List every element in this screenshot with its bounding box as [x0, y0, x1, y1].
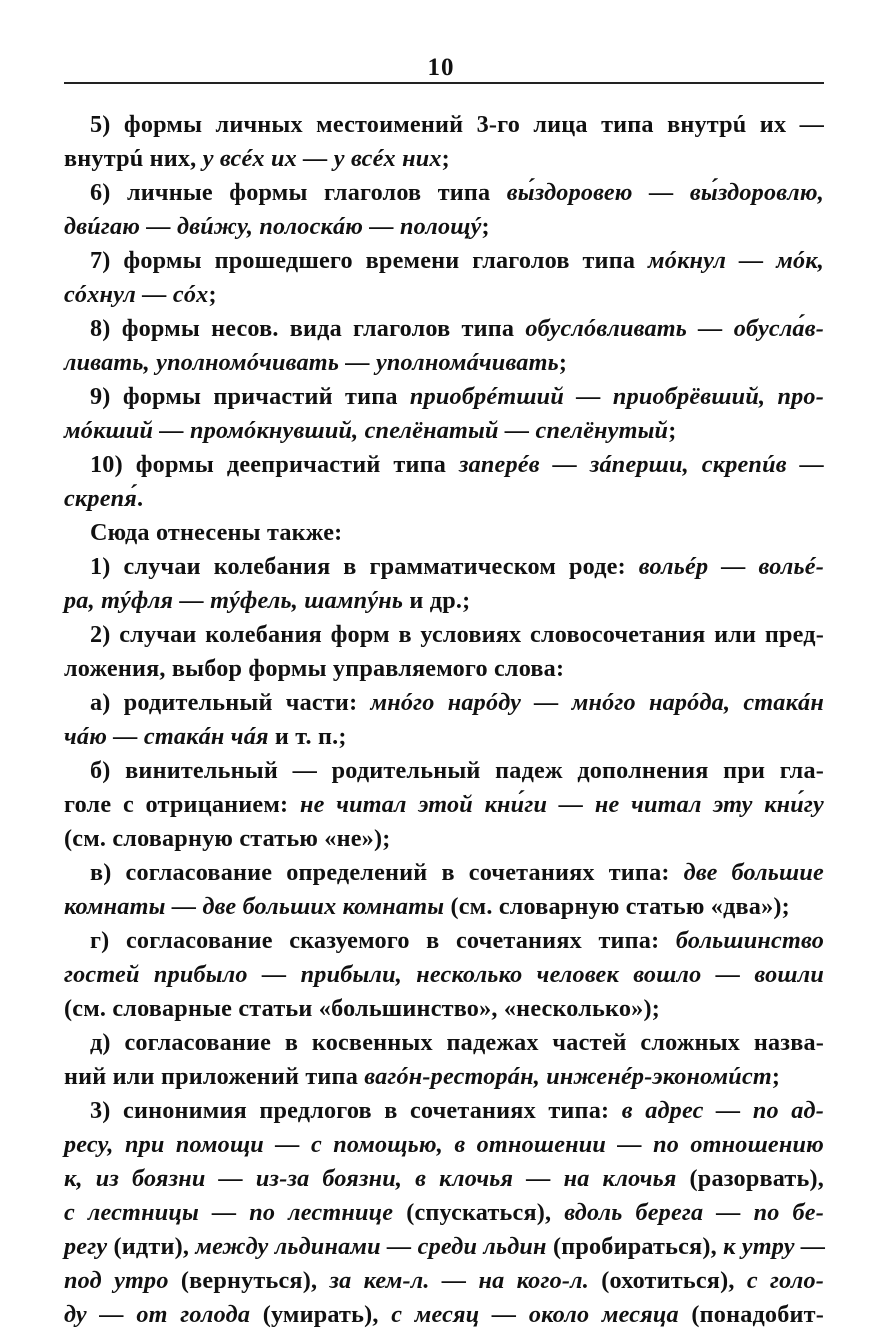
text-segment: внутрú них, — [64, 145, 203, 172]
italic-example: большинство — [675, 927, 824, 954]
text-line — [64, 686, 824, 720]
text-segment: д) согласование в косвенных падежах частей сложных назва- — [90, 1029, 824, 1056]
text-line — [64, 278, 824, 312]
italic-example: ра, тýфля — тýфель, шампýнь — [64, 587, 404, 614]
italic-example: к утру — — [723, 1233, 826, 1260]
italic-example: вагóн-ресторáн, инженéр-экономúст — [364, 1063, 772, 1090]
text-segment: (умирать), — [250, 1301, 392, 1328]
text-segment: 1) случаи колебания в грамматическом роде: — [90, 553, 639, 580]
italic-example: ду — от голода — [64, 1301, 251, 1328]
text-segment: и т. п.; — [268, 723, 347, 750]
text-line — [64, 788, 824, 822]
text-segment: . — [136, 485, 144, 512]
italic-example: ресу, при помощи — с помощью, в отношении — по отношению — [64, 1131, 824, 1158]
italic-example: не читал этой кни́ги — не читал эту кни́гу — [299, 791, 824, 818]
italic-example: с лестницы — по лестнице — [64, 1199, 394, 1226]
italic-example: вдоль берега — по бе- — [564, 1199, 824, 1226]
italic-example: сóхнул — сóх — [64, 281, 209, 308]
text-line — [64, 448, 824, 482]
text-line — [64, 516, 824, 550]
italic-example: под утро — [64, 1267, 169, 1294]
page-content — [64, 108, 824, 1332]
italic-example: скрепя́ — [64, 485, 137, 512]
text-line — [64, 482, 824, 516]
text-segment: в) согласование определений в сочетаниях типа: — [90, 859, 684, 886]
italic-example: заперéв — зáперши, скрепúв — — [458, 451, 825, 478]
text-segment: ; — [558, 349, 568, 376]
text-segment: (вернуться), — [168, 1267, 330, 1294]
text-line — [64, 1196, 824, 1230]
italic-example: регу — [64, 1233, 108, 1260]
text-line — [64, 1162, 824, 1196]
text-line — [64, 1094, 824, 1128]
text-segment: ; — [208, 281, 217, 308]
italic-example: с месяц — около месяца — [391, 1301, 679, 1328]
italic-example: в адрес — по ад- — [621, 1097, 825, 1124]
text-segment: 3) синонимия предлогов в сочетаниях типа: — [90, 1097, 622, 1124]
text-segment: 5) формы личных местоимений 3-го лица типа внутрú их — — [90, 111, 824, 138]
text-line — [64, 958, 824, 992]
text-line — [64, 1264, 824, 1298]
text-segment: (см. словарные статьи «большинство», «несколько»); — [64, 995, 660, 1022]
text-line — [64, 992, 824, 1026]
text-line — [64, 822, 824, 856]
italic-example: ливать, уполномóчивать — уполномáчивать — [64, 349, 559, 376]
text-segment: (понадобит- — [678, 1301, 824, 1328]
text-segment: 6) личные формы глаголов типа — [90, 179, 507, 206]
italic-example: мóкший — промóкнувший, спелёнатый — спелёнутый — [64, 417, 669, 444]
text-line — [64, 312, 824, 346]
italic-example: двúгаю — двúжу, полоскáю — полощý — [64, 213, 482, 240]
text-segment: (см. словарную статью «не»); — [64, 825, 391, 852]
text-line — [64, 380, 824, 414]
text-segment: б) винительный — родительный падеж дополнения при гла- — [90, 757, 824, 784]
text-segment: 8) формы несов. вида глаголов типа — [90, 315, 526, 342]
text-segment: (спускаться), — [393, 1199, 565, 1226]
text-segment: г) согласование сказуемого в сочетаниях типа: — [90, 927, 676, 954]
italic-example: с голо- — [746, 1267, 824, 1294]
text-segment: голе с отрицанием: — [64, 791, 300, 818]
text-line — [64, 618, 824, 652]
text-line — [64, 1230, 824, 1264]
text-line — [64, 142, 824, 176]
text-segment: 7) формы прошедшего времени глаголов типа — [90, 247, 649, 274]
text-segment: (см. словарную статью «два»); — [444, 893, 790, 920]
text-line — [64, 176, 824, 210]
text-line — [64, 754, 824, 788]
text-line — [64, 414, 824, 448]
text-segment: 2) случаи колебания форм в условиях словосочетания или пред- — [90, 621, 824, 648]
text-line — [64, 1060, 824, 1094]
italic-example: обуслóвливать — обусла́в- — [525, 315, 824, 342]
text-segment: ний или приложений типа — [64, 1063, 365, 1090]
text-segment: (охотиться), — [589, 1267, 747, 1294]
text-segment: ложения, выбор формы управляемого слова: — [64, 655, 565, 682]
text-segment: ; — [441, 145, 450, 172]
italic-example: между льдинами — среди льдин — [195, 1233, 547, 1260]
italic-example: вы́здоровею — вы́здоровлю, — [506, 179, 824, 206]
text-segment: ; — [668, 417, 677, 444]
text-segment: ; — [481, 213, 490, 240]
italic-example: мнóго нарóду — мнóго нарóда, стакáн — [370, 689, 824, 716]
italic-example: две большие — [683, 859, 824, 886]
text-segment: (идти), — [107, 1233, 196, 1260]
text-line — [64, 1026, 824, 1060]
text-segment: и др.; — [403, 587, 471, 614]
text-segment: 9) формы причастий типа — [90, 383, 410, 410]
italic-example: мóкнул — мóк, — [648, 247, 824, 274]
text-line — [64, 856, 824, 890]
text-line — [64, 720, 824, 754]
text-line — [64, 346, 824, 380]
text-line — [64, 652, 824, 686]
text-line — [64, 924, 824, 958]
italic-example: вольéр — вольé- — [638, 553, 824, 580]
text-segment: 10) формы деепричастий типа — [90, 451, 459, 478]
text-line — [64, 1298, 824, 1332]
text-line — [64, 244, 824, 278]
text-line — [64, 890, 824, 924]
italic-example: приобрéтший — приобрёвший, про- — [409, 383, 824, 410]
text-segment: ; — [771, 1063, 781, 1090]
text-segment: а) родительный части: — [90, 689, 371, 716]
italic-example: комнаты — две больших комнаты — [64, 893, 445, 920]
text-segment: (разорвать), — [676, 1165, 824, 1192]
header-rule — [64, 82, 824, 84]
italic-example: чáю — стакáн чáя — [64, 723, 269, 750]
italic-example: к, из боязни — из-за боязни, в клочья — на клочья — [64, 1165, 677, 1192]
italic-example: за кем-л. — на кого-л. — [329, 1267, 590, 1294]
text-line — [64, 584, 824, 618]
text-line — [64, 550, 824, 584]
text-segment: (пробираться), — [546, 1233, 724, 1260]
italic-example: у всéх их — у всéх них — [202, 145, 442, 172]
text-line — [64, 210, 824, 244]
text-line — [64, 108, 824, 142]
text-segment: Сюда отнесены также: — [90, 519, 343, 546]
italic-example: гостей прибыло — прибыли, несколько человек вошло — вошли — [64, 961, 824, 988]
page-number: 10 — [427, 54, 455, 81]
text-line — [64, 1128, 824, 1162]
